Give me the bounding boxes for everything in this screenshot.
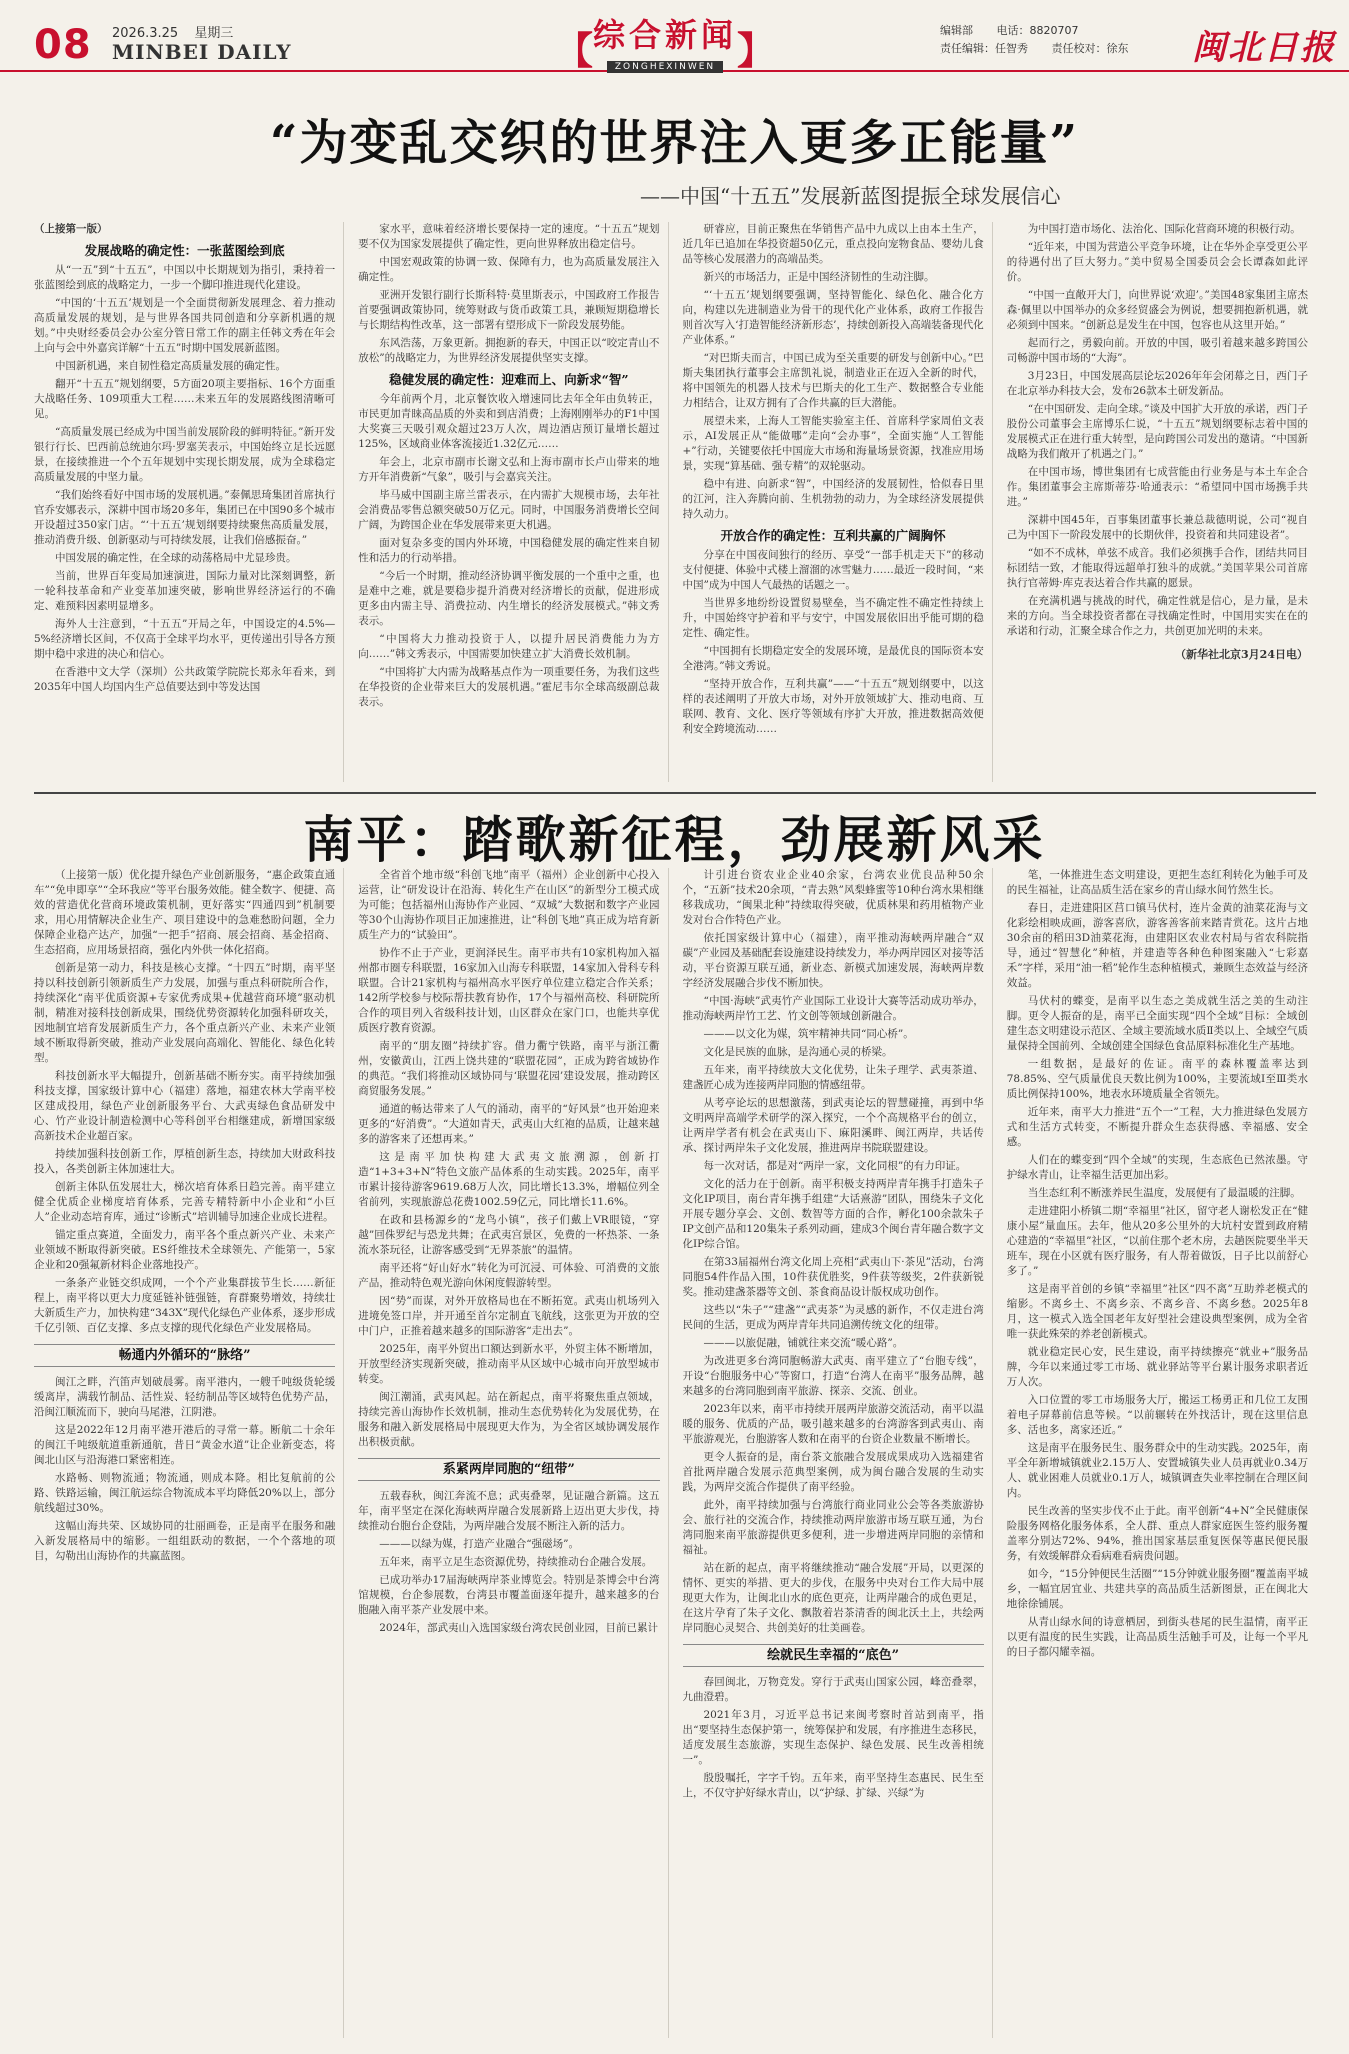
paragraph: “‘十五五’规划纲要强调，坚持智能化、绿色化、融合化方向，构建以先进制造业为骨干的现代化产业体系，政府工作报告则首次写入‘打造智能经济新形态’，持续创新投入高端装备现代化产业体系。”	[682, 289, 984, 346]
paragraph: 马伏村的蝶变，是南平以生态之美成就生活之美的生动注脚。更令人振奋的是，南平已全面实现“四个全域”目标：全域创建生态文明建设示范区、全域主要流域水质Ⅱ类以上、全域空气质量保持全国前列、全域创建全国绿色食品原料标准化生产基地。	[1006, 995, 1308, 1052]
paragraph: “在中国研发、走向全球。”谈及中国扩大开放的承诺，西门子股份公司董事会主席博乐仁说，“十五五”规划纲要标志着中国的发展模式正在进行重大转型，是向跨国公司发出的邀请。“中国新战略为我们敞开了机遇之门。”	[1006, 403, 1308, 460]
paragraph: 这些以“朱子”“建盏”“武夷茶”为灵感的新作，不仅走进台湾民间的生活，更成为两岸青年共同追溯传统文化的纽带。	[682, 1304, 984, 1331]
paragraph: 近年来，南平大力推进“五个一”工程，大力推进绿色发展方式和生活方式转变，不断提升群众生态获得感、幸福感、安全感。	[1006, 1106, 1308, 1148]
paragraph: 中国宏观政策的协调一致、保障有力，也为高质量发展注入确定性。	[358, 256, 660, 283]
paragraph: 2024年，部武夷山入选国家级台湾农民创业园，目前已累计	[379, 1622, 658, 1634]
paragraph: 在第33届福州台湾文化周上亮相“武夷山下·茶见”活动，台湾同胞54件作品入围，10件获优胜奖，9件获等级奖，2件获新锐奖。推动建盏茶器等文创、茶食商品设计版权成功创作。	[682, 1256, 984, 1298]
subsection-heading: 系紧两岸同胞的“纽带”	[358, 1458, 659, 1481]
paragraph: 在充满机遇与挑战的时代，确定性就是信心，是力量，是未来的方向。当全球投资者都在寻找确定性时，中国用实实在在的承诺和行动，汇聚全球合作之力，共创更加光明的未来。	[1006, 595, 1308, 637]
article1-col	[683, 222, 993, 782]
paragraph: 笔，一体推进生态文明建设，更把生态红利转化为触手可及的民生福祉，让高品质生活在家乡的青山绿水间竹然生长。	[1006, 869, 1308, 896]
article2-col	[34, 868, 344, 2038]
paragraph: 协作不止于产业，更润泽民生。南平市共有10家机构加入福州都市圈专科联盟，16家加入山海专科联盟，14家加入骨科专科联盟。合计21家机构与福州高水平医疗单位建立稳定合作关系；142所学校参与校际帮扶教育协作，17个与福州高校、科研院所合作的项目列入省级科技计划，山区群众在家门口，也能共享优质医疗教育资源。	[358, 947, 660, 1034]
paragraph: 毕马威中国副主席兰雷表示，在内需扩大规模市场，去年社会消费品零售总额突破50万亿元。同时，中国服务消费增长空间广阔，为跨国企业在华发展带来更大机遇。	[358, 489, 660, 531]
paragraph: 面对复杂多变的国内外环境，中国稳健发展的确定性来自韧性和活力的行动举措。	[358, 537, 660, 564]
dateline-credit: （新华社北京3月24日电）	[1175, 648, 1308, 661]
masthead	[0, 0, 1349, 72]
section-heading: 发展战略的确定性：一张蓝图绘到底	[84, 243, 285, 258]
right-bracket-icon: 】	[736, 29, 775, 73]
paragraph: 这是2022年12月南平港开港后的寻常一幕。断航二十余年的闽江千吨级航道重新通航，昔日“黄金水道”让企业新变态，将闽北山区与沿海港口紧密相连。	[34, 1424, 336, 1466]
article1-body	[34, 222, 1316, 782]
paragraph: 科技创新水平大幅提升，创新基础不断夯实。南平持续加强科技支撑，国家级计算中心（福建）落地，福建农林大学南平校区建成投用，绿色产业创新服务平台、大武夷绿色食品研发中心、竹产业设计制造检测中心等科创平台相继建成，新增国家级高新技术企业超百家。	[34, 1070, 336, 1142]
paragraph: 五年来，南平立足生态资源优势，持续推动台企融合发展。	[379, 1556, 653, 1568]
date-line	[112, 22, 245, 41]
paragraph: 新兴的市场活力，正是中国经济韧性的生动注脚。	[703, 271, 935, 283]
paragraph: 持续加强科技创新工作，厚植创新生态，持续加大财政科技投入，各类创新主体加速壮大。	[34, 1148, 336, 1175]
article1-col	[358, 222, 668, 782]
paragraph: 中国新机遇，来自韧性稳定高质量发展的确定性。	[55, 360, 286, 372]
paragraph: 深耕中国45年，百事集团董事长兼总裁德明说，公司“视自己为中国下一阶段发展中的长期伙伴，投资着和共同建设者”。	[1006, 514, 1308, 541]
section-header	[555, 16, 775, 73]
paragraph: 人们在的蝶变到“四个全域”的实现，生态底色已然浓墨。守护绿水青山，让幸福生活更加出彩。	[1006, 1154, 1308, 1181]
paragraph: “中国将扩大内需为战略基点作为一项重要任务，为我们这些在华投资的企业带来巨大的发展机遇。”霍尼韦尔全球高级副总裁表示。	[358, 666, 660, 708]
paragraph: 闽江潮涌，武夷风起。站在新起点，南平将聚焦重点领域，持续完善山海协作长效机制，推动生态优势转化为发展优势，在服务和融入新发展格局中展现更大作为，为全省区域协调发展作出积极贡献。	[358, 1391, 660, 1448]
paragraph: 民生改善的坚实步伐不止于此。南平创新“4+N”全民健康保险服务网格化服务体系，全人群、重点人群家庭医生签约服务覆盖率分别达72%、94%，推出国家基层重复医保等惠民便民服务，有效缓解群众看病难看病贵问题。	[1006, 1505, 1308, 1562]
paragraph: 从考亭论坛的思想激荡，到武夷论坛的智慧碰撞，再到中华文明两岸高端学术研学的深入探究，一个个高规格平台的创立，让两岸学者有机会在武夷山下、麻阳溪畔、闽江两岸，共话传承、探讨两岸朱子文化发展，推进两岸书院联盟建设。	[682, 1097, 984, 1154]
article1-headline: “为变乱交织的世界注入更多正能量”	[269, 115, 1080, 171]
paragraph: 稳中有进、向新求“智”，中国经济的发展韧性，恰似春日里的江河，注入奔腾向前、生机勃勃的动力，为全球经济发展提供持久动力。	[682, 478, 984, 520]
paragraph: ———以旅促融，铺就往来交流“暖心路”。	[703, 1337, 904, 1349]
paragraph: “我们始终看好中国市场的发展机遇。”泰佩思琦集团首席执行官乔安娜表示，深耕中国市场20多年，集团已在中国90多个城市开设超过350家门店。“‘十五五’规划纲要持续聚焦高质量发展，推动消费升级、创新驱动与可持续发展，让我们倍感振奋。”	[34, 489, 336, 546]
paragraph: 这是南平在服务民生、服务群众中的生动实践。2025年，南平全年新增城镇就业2.15万人、安置城镇失业人员再就业0.34万人、就业困难人员就业0.1万人，城镇调查失业率控制在合理区间内。	[1006, 1442, 1308, 1499]
paragraph: 家水平，意味着经济增长要保持一定的速度。“十五五”规划要不仅为国家发展提供了确定性，更向世界释放出稳定信号。	[358, 223, 660, 250]
paragraph: 闽江之畔，汽笛声划破晨雾。南平港内，一艘千吨级货轮缓缓离岸，满载竹制品、活性炭、轻纺制品等区域特色优势产品，沿闽江顺流而下，驶向马尾港，江阴港。	[34, 1376, 336, 1418]
paragraph: 一组数据，是最好的佐证。南平的森林覆盖率达到78.85%、空气质量优良天数比例为100%，主要流域Ⅰ至Ⅲ类水质比例保持100%，地表水环境质量全省领先。	[1006, 1058, 1308, 1100]
article2-col	[1007, 868, 1316, 2038]
paragraph: 在政和县杨源乡的“龙鸟小镇”，孩子们戴上VR眼镜，“穿越”回侏罗纪与恐龙共舞；在武夷宫景区，免费的一杯热茶、一条流水茶玩径，让游客感受到“无界茶旅”的温情。	[358, 1214, 660, 1256]
paragraph: 翻开“十五五”规划纲要，5方面20项主要指标、16个方面重大战略任务、109项重大工程……未来五年的发展路线图清晰可见。	[34, 378, 336, 420]
paragraph: “中国的‘十五五’规划是一个全面贯彻新发展理念、着力推动高质量发展的规划，是与世界各国共同创造和分享新机遇的规划。”中央财经委员会办公室分管日常工作的副主任韩文秀在年会上向与会中外嘉宾详解“十五五”时期中国发展新蓝图。	[34, 297, 336, 354]
article1-subhead: ——中国“十五五”发展新蓝图提振全球发展信心	[640, 184, 1061, 208]
paragraph: 2023年以来，南平市持续开展两岸旅游交流活动，南平以温暖的服务、优质的产品，吸引越来越多的台湾游客到武夷山、南平旅游观光，台胞游客人数和在南平的台资企业数量不断增长。	[682, 1403, 984, 1445]
paragraph: 此外，南平持续加强与台湾旅行商业同业公会等各类旅游协会、旅行社的交流合作，持续推动两岸旅游市场互联互通，为台湾同胞来南平旅游提供更多便利，进一步增进两岸同胞的亲情和福祉。	[682, 1499, 984, 1556]
paragraph: 文化的活力在于创新。南平积极支持两岸青年携手打造朱子文化IP项目，南台青年携手组建“大话熹游”团队，围绕朱子文化开展专题分享会、文创、数智等方面的合作，孵化100余款朱子IP文创产品和120集朱子系列动画，建成3个闽台青年融合数字文化IP综合馆。	[682, 1178, 984, 1250]
paragraph: 起而行之，勇毅向前。开放的中国，吸引着越来越多跨国公司畅游中国市场的“大海”。	[1006, 337, 1308, 364]
issue-weekday: 星期三	[194, 26, 234, 41]
paragraph: 如今，“15分钟便民生活圈”“15分钟就业服务圈”覆盖南平城乡，一幅宜居宜业、共建共享的高品质生活新图景，正在闽北大地徐徐铺展。	[1006, 1568, 1308, 1610]
paragraph: ———以绿为媒，打造产业融合“强磁场”。	[379, 1538, 579, 1550]
paragraph: “中国拥有长期稳定安全的发展环境，是最优良的国际资本安全港湾。”韩文秀说。	[682, 645, 984, 672]
section-heading: 开放合作的确定性：互利共赢的广阔胸怀	[720, 528, 946, 543]
paragraph: 五载春秋，闽江奔流不息；武夷叠翠，见证融合新篇。这五年，南平坚定在深化海峡两岸融合发展新路上迈出更大步伐，持续推动台胞台企登陆，为两岸融合发展不断注入新的活力。	[358, 1490, 660, 1532]
paragraph: 这幅山海共荣、区域协同的壮丽画卷，正是南平在服务和融入新发展格局中的缩影。一组组跃动的数据，一个个落地的项目，勾勒出山海协作的共赢蓝图。	[34, 1520, 336, 1562]
page-number: 08	[34, 22, 92, 68]
proofreader: 责任校对：徐东	[1051, 42, 1129, 55]
subsection-heading: 畅通内外循环的“脉络”	[34, 1344, 335, 1367]
section-divider	[34, 792, 1316, 794]
paragraph: 春日，走进建阳区莒口镇马伏村，连片金黄的油菜花海与文化彩绘相映成画，游客喜欣，游客善客前来踏青赏花。这片占地30余亩的稻田3D油菜花海，由建阳区农业农村局与省农科院指导，通过“智慧化”种植，并建造等各种色种图案融入“七彩嘉禾”字样，采用“油一稻”轮作生态种植模式，兼顾生态效益与经济效益。	[1006, 902, 1308, 989]
paragraph: 通道的畅达带来了人气的涌动，南平的“好风景”也开始迎来更多的“好消费”。“大道如青天，武夷山大红袍的品质，让越来越多的游客来了还想再来。”	[358, 1103, 660, 1145]
article1-col	[1007, 222, 1316, 782]
paragraph: 在香港中文大学（深圳）公共政策学院院长郑永年看来，到2035年中国人均国内生产总值要达到中等发达国	[34, 666, 336, 693]
paragraph: 水路畅、则物流通；物流通，则成本降。相比复航前的公路、铁路运输，闽江航运综合物流成本平均降低20%以上，部分航线超过30%。	[34, 1472, 336, 1514]
paragraph: 亚洲开发银行副行长斯科特·莫里斯表示，中国政府工作报告首要强调政策协同，统筹财政与货币政策工具，兼顾短期稳增长与长期结构性改革，这一部署有望形成下一阶段发展势能。	[358, 289, 660, 331]
paragraph: 走进建阳小桥镇二期“幸福里”社区，留守老人谢松发正在“健康小屋”量血压。去年，他从20多公里外的大坑村安置到政府精心建造的“幸福里”社区，“以前住那个老木房，去趟医院要坐半天班车，现在小区就有医疗服务，有人帮着做饭，日子比以前舒心多了。”	[1006, 1205, 1308, 1277]
editor-dept: 编辑部	[940, 24, 973, 37]
left-bracket-icon: 【	[555, 29, 594, 73]
continued-from-label: （上接第一版）	[34, 223, 108, 235]
paragraph: 为中国打造市场化、法治化、国际化营商环境的积极行动。	[1027, 223, 1301, 235]
subsection-heading: 绘就民生幸福的“底色”	[683, 1644, 984, 1667]
paragraph: 在中国市场，博世集团有七成营能由行业务是与本土车企合作。集团董事会主席斯蒂芬·哈通表示：“希望同中国市场携手共进。”	[1006, 466, 1308, 508]
paragraph: 创新是第一动力，科技是核心支撑。“十四五”时期，南平坚持以科技创新引领新质生产力发展，加强与重点科研院所合作，持续深化“南平优质资源+专家优秀成果+优越营商环境”驱动机制，精准对接科技创新成果，围绕优势资源转化加强科研攻关，因地制宜培育发展新质生产力，各个重点新兴产业、未来产业领域不断取得新突破，推动产业发展向高端化、智能化、绿色化转型。	[34, 962, 336, 1064]
article1-col	[34, 222, 344, 782]
article2-headline: 南平：踏歌新征程，劲展新风采	[303, 810, 1046, 869]
paragraph: 这是南平加快构建大武夷文旅溯源，创新打造“1+3+3+N”特色文旅产品体系的生动实践。2025年，南平市累计接待游客9619.68万人次，同比增长13.3%，增幅位列全省前列，实现旅游总花费1002.59亿元，同比增长11.6%。	[358, 1151, 660, 1208]
chief-editor: 责任编辑：任智秀	[940, 42, 1028, 55]
paragraph: ———以文化为媒，筑牢精神共同“同心桥”。	[703, 1028, 914, 1040]
paragraph: 每一次对话，都是对“两岸一家，文化同根”的有力印证。	[703, 1160, 967, 1172]
paragraph: 从“一五”到“十五五”，中国以中长期规划为指引，秉持着一张蓝图绘到底的战略定力，一步一个脚印推进现代化建设。	[34, 264, 336, 291]
article2-body	[34, 868, 1316, 2038]
paragraph: “近年来，中国为营造公平竞争环境，让在华外企享受更公平的待遇付出了巨大努力。”美中贸易全国委员会会长谭森如此评价。	[1006, 241, 1308, 283]
issue-date: 2026.3.25	[112, 26, 179, 41]
paragraph: 为改进更多台湾同胞畅游大武夷、南平建立了“台胞专线”，开设“台胞服务中心”等窗口，打造“台湾人在南平”服务品牌，越来越多的台湾同胞到南平旅游、探亲、交流、创业。	[682, 1355, 984, 1397]
paragraph: 已成功举办17届海峡两岸茶业博览会。特别是茶博会中台湾馆规模，台企参展数，台湾县市覆盖面逐年提升，越来越多的台胞融入南平茶产业发展中来。	[358, 1574, 660, 1616]
paragraph: 依托国家级计算中心（福建），南平推动海峡两岸融合“双碳”产业园及基础配套设施建设持续发力，举办两岸园区对接等活动，平台资源互联互通，新业态、新模式加速发展，海峡两岸数字经济发展融合步伐不断加快。	[682, 932, 984, 989]
paragraph: 今年前两个月，北京餐饮收入增速同比去年全年由负转正，市民更加青睐高品质的外卖和到店消费；上海刚刚举办的F1中国大奖赛三天吸引观众超过23万人次，周边酒店预订量增长超过125%，区域商业体客流接近1.32亿元……	[358, 393, 660, 450]
paragraph: 一条条产业链交织成网，一个个产业集群拔节生长……新征程上，南平将以更大力度延链补链强链，育群聚势增效，持续壮大新质生产力，加快构建“343X”现代化绿色产业体系，逐步形成千亿引领、百亿支撑、多点支撑的现代化绿色产业发展格局。	[34, 1277, 336, 1334]
paragraph: 研睿应，目前正聚焦在华销售产品中九成以上由本土生产，近几年已追加在华投资超50亿元，重点投向宠物食品、婴幼儿食品等核心发展潜力的高端品类。	[682, 223, 984, 265]
paragraph: 分享在中国夜间独行的经历、享受“一部手机走天下”的移动支付便捷、体验中式楼上溜溜的冰雪魅力……最近一段时间，“来中国”成为中国人气最热的话题之一。	[682, 549, 984, 591]
paragraph: 春回闽北，万物竞发。穿行于武夷山国家公园，峰峦叠翠，九曲澄碧。	[682, 1676, 984, 1703]
paragraph: 殷殷嘱托，字字千钧。五年来，南平坚持生态惠民、民生至上，不仅守护好绿水青山，以“护绿、扩绿、兴绿”为	[682, 1772, 984, 1799]
paragraph: 当世界多地纷纷设置贸易壁垒，当不确定性不确定性持续上升，中国始终守护着和平与安宁，中国发展依旧出乎能可期的稳定性、确定性。	[682, 597, 984, 639]
paragraph: 当前，世界百年变局加速演进，国际力量对比深刻调整，新一轮科技革命和产业变革加速突破，影响世界经济运行的不确定、难预料因素明显增多。	[34, 570, 336, 612]
paragraph: 创新主体队伍发展壮大，梯次培育体系日趋完善。南平建立健全优质企业梯度培育体系，完善专精特新中小企业和“小巨人”企业动态培育库，通过“诊断式”培训辅导加速企业成长进程。	[34, 1181, 336, 1223]
paragraph: “中国一直敞开大门，向世界说‘欢迎’。”美国48家集团主席杰森·佩里以中国举办的众多经贸盛会为例说，想要拥抱新机遇，就必须到中国来。“创新总是发生在中国，包容也从这里开始。”	[1006, 289, 1308, 331]
paragraph: 文化是民族的血脉，是沟通心灵的桥梁。	[703, 1046, 893, 1058]
paragraph: 从青山绿水间的诗意栖居，到街头巷尾的民生温情，南平正以更有温度的民生实践，让高品质生活触手可及，让每一个平凡的日子都闪耀幸福。	[1006, 1616, 1308, 1658]
paragraph: 南平的“朋友圈”持续扩容。借力衢宁铁路，南平与浙江衢州，安徽黄山，江西上饶共建的“联盟花园”，正成为跨省域协作的典范。“我们将推动区域协同与‘联盟花园’建设发展，推动跨区商贸服务发展。”	[358, 1040, 660, 1097]
paragraph: “中国将大力推动投资于人，以提升居民消费能力为方向……”韩文秀表示，中国需要加快建立扩大消费长效机制。	[358, 633, 660, 660]
newspaper-logo: 闽北日报	[1192, 28, 1336, 68]
paragraph: “如不不成林，单弦不成音。我们必须携手合作，团结共同目标团结一致，才能取得远超单打独斗的成就。”美国苹果公司首席执行官蒂姆·库克表达着合作共赢的愿景。	[1006, 547, 1308, 589]
editor-phone: 电话：8820707	[996, 24, 1079, 37]
paragraph: 就业稳定民心安，民生建设，南平持续擦亮“就业+”服务品牌，今年以来通过零工市场、就业驿站等平台累计服务求职者近万人次。	[1006, 1346, 1308, 1388]
paragraph: 五年来，南平持续放大文化优势，让朱子理学、武夷茶道、建盏匠心成为连接两岸同胞的情感纽带。	[682, 1064, 984, 1091]
paragraph: “高质量发展已经成为中国当前发展阶段的鲜明特征。”新开发银行行长、巴西前总统迪尔玛·罗塞芙表示，中国始终立足长远愿景，在接续推进一个个五年规划中实现长期发展，成为全球稳定高质量发展的中坚力量。	[34, 426, 336, 483]
paragraph: “今后一个时期，推动经济协调平衡发展的一个重中之重，也是难中之难，就是要稳步提升消费对经济增长的贡献，促进形成更多由内需主导、消费拉动、内生增长的经济发展模式。”韩文秀表示。	[358, 570, 660, 627]
section-title: 综合新闻	[592, 16, 737, 54]
paragraph: 因“势”而谋，对外开放格局也在不断拓宽。武夷山机场列入进境免签口岸，并开通至首尔定制直飞航线，这张更为开放的空中门户，正推着越来越多的国际游客“走出去”。	[358, 1295, 660, 1337]
article2-col	[358, 868, 668, 2038]
paragraph: 这是南平首创的乡镇“幸福里”社区“四不离”互助养老模式的缩影。不离乡土、不离乡亲、不离乡音、不离乡愁。2025年8月，这一模式入选全国老年友好型社会建设典型案例，成为全省唯一获此殊荣的养老创新模式。	[1006, 1283, 1308, 1340]
paragraph: 站在新的起点，南平将继续推动“融合发展”开局，以更深的情怀、更实的举措、更大的步伐，在服务中央对台工作大局中展现更大作为，让闽北山水的底色更亮，让两岸融合的成色更足，在这片孕育了朱子文化、飘散着岩茶清香的闽北沃土上，共绘两岸同胞心灵契合、共创美好的壮美画卷。	[682, 1562, 984, 1634]
paragraph: （上接第一版）优化提升绿色产业创新服务，“惠企政策直通车”“免申即享”“全环我应”等平台服务效能。健全数字、便捷、高效的营造优化营商环境政策机制，更好落实“四通四到”机制要求，用心用情解决企业生产、项目建设中的急难愁盼问题，全力保障企业稳产达产，加强“一把手”招商、展会招商、基金招商、生态招商，应用场景招商，强化内外供一体化招商。	[34, 869, 336, 956]
paragraph: 计引进台资农业企业40余家，台湾农业优良品种50余个，“五新”技术20余项，“青去熟”风梨蜂蜜等10种台湾水果相继移栽成功，“闽果北种”持续取得突破，优质林果和药用植物产业发对台合作特色产业。	[682, 869, 984, 926]
paragraph: 3月23日，中国发展高层论坛2026年年会闭幕之日，西门子在北京举办科技大会，发布26款本土研发新品。	[1006, 370, 1308, 397]
paragraph: 2021年3月，习近平总书记来闽考察时首站到南平，指出“要坚持生态保护第一，统筹保护和发展，有序推进生态移民，适度发展生态旅游，实现生态保护、绿色发展、民生改善相统一”。	[682, 1709, 984, 1766]
paragraph: 年会上，北京市副市长谢文弘和上海市副市长卢山带来的地方开年消费新“气象”，吸引与会嘉宾关注。	[358, 456, 660, 483]
section-pinyin: ZONGHEXINWEN	[607, 61, 723, 73]
editor-info	[940, 22, 1149, 58]
paragraph: 中国发展的确定性，在全球的动荡格局中尤显珍贵。	[55, 552, 297, 564]
paper-name-en: MINBEI DAILY	[112, 40, 292, 64]
paragraph: “坚持开放合作，互利共赢”——“十五五”规划纲要中，以这样的表述阐明了开放大市场，对外开放领域扩大、推动电商、互联网、教育、文化、医疗等领域有序扩大开放，推进数据高效便利安全跨境流动……	[682, 678, 984, 735]
paragraph: “对巴斯夫而言，中国已成为至关重要的研发与创新中心。”巴斯夫集团执行董事会主席凯礼说，制造业正在迈入全新的时代，将中国领先的机器人技术与巴斯夫的化工生产、数据整合专业能力相结合，让双方拥有了合作共赢的巨大潜能。	[682, 352, 984, 409]
paragraph: 当生态红利不断涨养民生温度，发展便有了最温暖的注脚。	[1027, 1187, 1301, 1199]
paragraph: 东风浩荡，万象更新。拥抱新的春天，中国正以“咬定青山不放松”的战略定力，为世界经济发展提供坚实支撑。	[358, 337, 660, 364]
section-heading: 稳健发展的确定性：迎难而上、向新求“智”	[389, 372, 629, 387]
paragraph: 展望未来，上海人工智能实验室主任、首席科学家周伯文表示，AI发展正从“能做哪”走向“会办事”，全面实施“人工智能+”行动，关键要依托中国庞大市场和海量场景资源，找准应用场景，实现“算基础、强专精”的双轮驱动。	[682, 415, 984, 472]
paragraph: 2025年，南平外贸出口额达到新水平，外贸主体不断增加，开放型经济实现新突破，推动南平从区域中心城市向开放型城市转变。	[358, 1343, 660, 1385]
paragraph: 南平还将“好山好水”转化为可沉浸、可体验、可消费的文旅产品，推动特色观光游向休闲度假游转型。	[358, 1262, 660, 1289]
paragraph: 全省首个地市级“科创飞地”南平（福州）企业创新中心投入运营，让“研发设计在沿海、转化生产在山区”的新型分工模式成为可能；包括福州山海协作产业园、“双城”大数据和数字产业园等30个山海协作项目正加速推进，让“科创飞地”真正成为培育新质生产力的“试验田”。	[358, 869, 660, 941]
paragraph: 更令人振奋的是，南台茶文旅融合发展成果成功入选福建省首批两岸融合发展示范典型案例，成为闽台融合发展的生动实践，为两岸交流合作提供了南平经验。	[682, 1451, 984, 1493]
paragraph: 入口位置的零工市场服务大厅，搬运工杨勇正和几位工友围着电子屏幕前信息等候。“以前辗转在外找活计，现在这里信息多、活也多，离家还近。”	[1006, 1394, 1308, 1436]
paragraph: 海外人士注意到，“十五五”开局之年，中国设定的4.5%—5%经济增长区间，不仅高于全球平均水平，更传递出引导各方预期中稳中求进的决心和信心。	[34, 618, 336, 660]
paragraph: 锚定重点赛道，全面发力，南平各个重点新兴产业、未来产业领域不断取得新突破。ES纤维技术全球领先、产能第一，5家企业和20强氟新材料企业落地投产。	[34, 1229, 336, 1271]
paragraph: “中国·海峡”武夷竹产业国际工业设计大赛等活动成功举办，推动海峡两岸竹工艺、竹文创等领域创新融合。	[682, 995, 984, 1022]
article2-col	[683, 868, 993, 2038]
